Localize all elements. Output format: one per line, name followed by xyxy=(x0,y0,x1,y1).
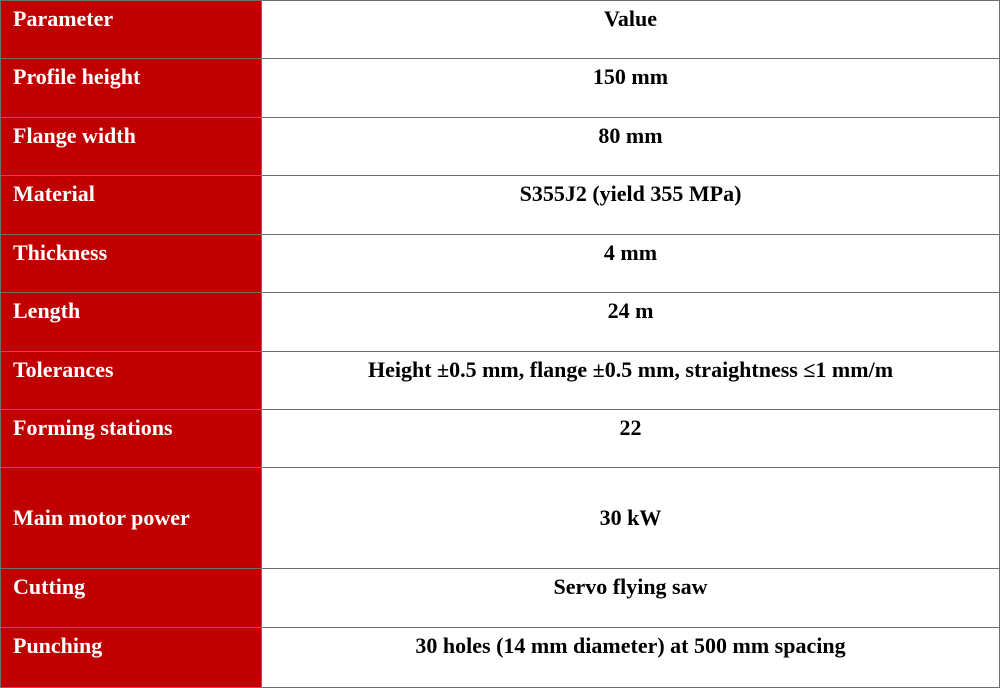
parameter-cell: Main motor power xyxy=(1,468,262,569)
table-row xyxy=(1,569,1000,627)
parameter-cell: Punching xyxy=(1,627,262,687)
parameter-cell: Material xyxy=(1,176,262,234)
table-row xyxy=(1,293,1000,351)
header-value-cell: Value xyxy=(262,1,1000,59)
value-cell: 22 xyxy=(262,409,1000,467)
table-row xyxy=(1,468,1000,569)
value-cell: 150 mm xyxy=(262,59,1000,117)
parameter-cell: Forming stations xyxy=(1,409,262,467)
value-cell: S355J2 (yield 355 MPa) xyxy=(262,176,1000,234)
parameter-cell: Flange width xyxy=(1,117,262,175)
table-row xyxy=(1,234,1000,292)
value-cell: 30 kW xyxy=(262,468,1000,569)
table-header-row xyxy=(1,1,1000,59)
header-parameter-cell: Parameter xyxy=(1,1,262,59)
table-row xyxy=(1,351,1000,409)
table-row xyxy=(1,59,1000,117)
value-cell: 80 mm xyxy=(262,117,1000,175)
value-cell: 4 mm xyxy=(262,234,1000,292)
parameter-cell: Thickness xyxy=(1,234,262,292)
value-cell: Height ±0.5 mm, flange ±0.5 mm, straightness ≤1 mm/m xyxy=(262,351,1000,409)
table-row xyxy=(1,409,1000,467)
value-cell: 30 holes (14 mm diameter) at 500 mm spacing xyxy=(262,627,1000,687)
table-row xyxy=(1,176,1000,234)
parameter-cell: Profile height xyxy=(1,59,262,117)
parameter-cell: Cutting xyxy=(1,569,262,627)
parameter-cell: Length xyxy=(1,293,262,351)
parameter-cell: Tolerances xyxy=(1,351,262,409)
value-cell: Servo flying saw xyxy=(262,569,1000,627)
table-row xyxy=(1,627,1000,687)
table-row xyxy=(1,117,1000,175)
value-cell: 24 m xyxy=(262,293,1000,351)
